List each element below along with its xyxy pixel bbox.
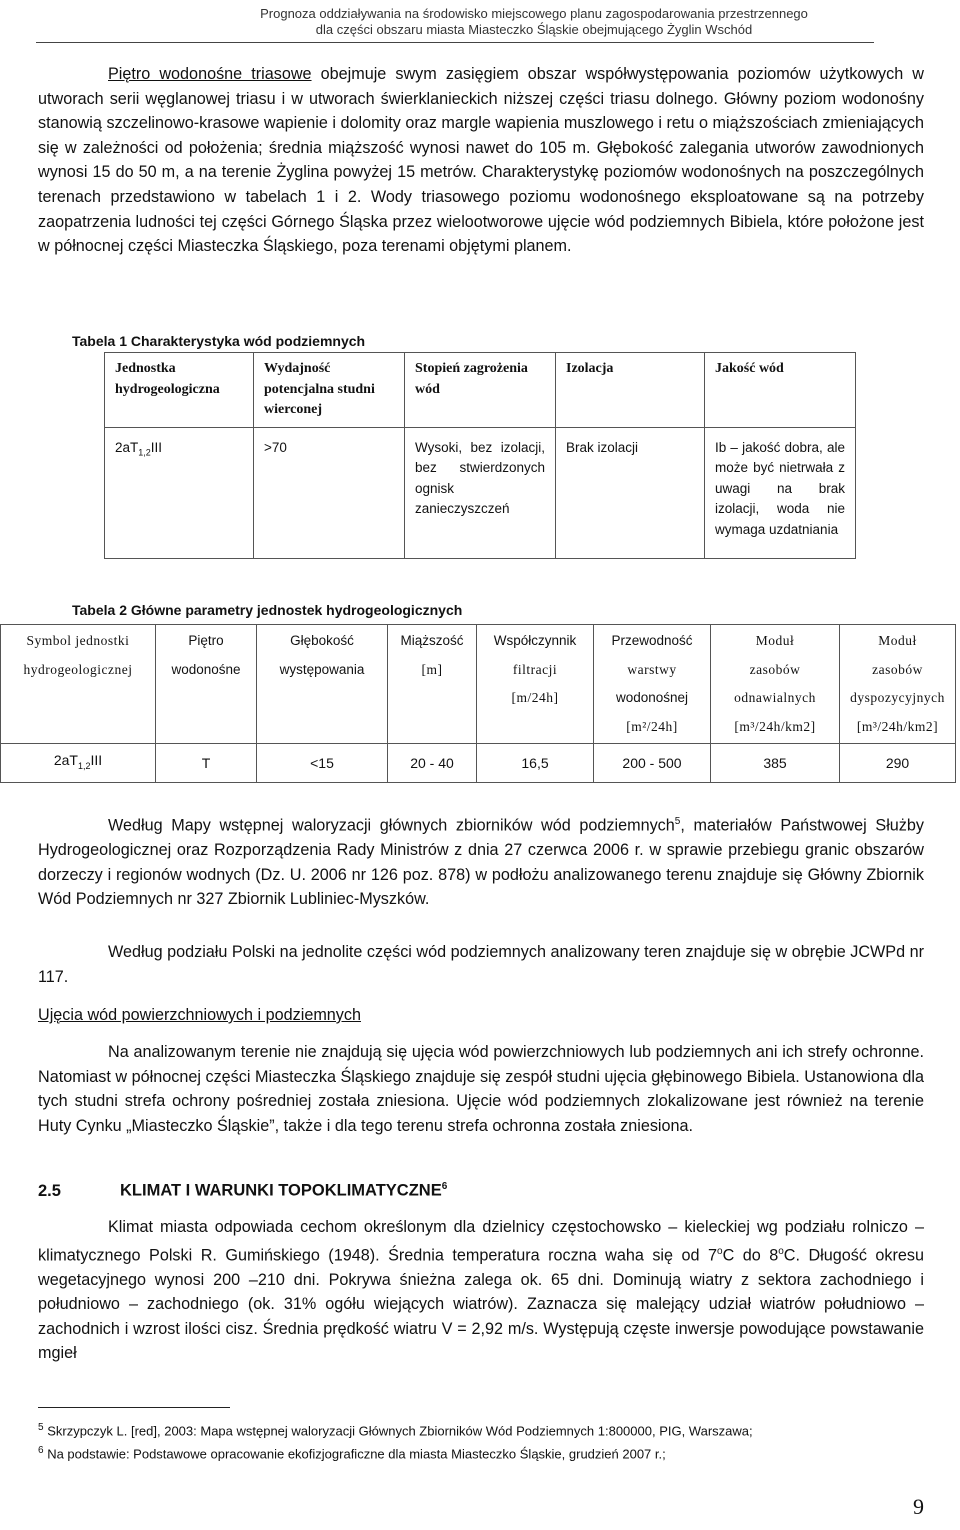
unit-sub: 1,2 — [138, 447, 151, 458]
header-line: [m³/24h/km2] — [734, 718, 816, 734]
header-line: warstwy — [627, 661, 677, 677]
header-rule — [36, 42, 874, 43]
header-line: występowania — [279, 661, 365, 677]
header-cell: Wydajność potencjalna studni wierconej — [254, 353, 405, 428]
header-cell — [594, 625, 711, 744]
header-line: [m³/24h/km2] — [856, 718, 939, 734]
header-cell — [840, 625, 956, 744]
paragraph-text: obejmuje swym zasięgiem obszar współwystępowania poziomów użytkowych w utworach serii węglanowej triasu i w utworach świerklanieckich niższej części triasu dolnego. Główny poziom wodonośny stanowią szczelinowo-krasowe wapienie i dolomity oraz margle wapienia muszlowego i retu o miąższościach zmieniających się w zależności od położenia; średnia miąższość wynosi nawet do 105 m. Głębokość zalegania utworów zawodnionych wynosi 15 do 50 m, a na terenie Żyglina powyżej 15 metrów. Charakterystykę poziomów wodonośnych na poszczególnych terenach przedstawiono w tabelach 1 i 2. Wody triasowego poziomu wodonośnego eksploatowane są na potrzeby zaopatrzenia ludności tej części Górnego Śląska przez wielootworowe ujęcie wód podziemnych Bibiela, które położone jest w północnej części Miasteczka Śląskiego, poza terenami objętymi planem. — [38, 65, 924, 256]
unit-cell — [105, 427, 254, 558]
table-header-row — [1, 625, 956, 744]
unit-end: III — [150, 439, 163, 455]
paragraph-water-intakes — [38, 1040, 924, 1138]
paragraph-climate — [38, 1215, 924, 1366]
header-line: zasobów — [872, 661, 923, 677]
paragraph-text: Na analizowanym terenie nie znajdują się ujęcia wód powierzchniowych lub podziemnych ani ich strefy ochronne. Natomiast w północnej części Miasteczka Śląskiego znajduje się zespół studni ujęcia głębinowego Bibiela. Ustanowiona dla tych studni strefa ochrony pośredniej została zniesiona. Ujęcie wód podziemnych zlokalizowane jest również na terenie Huty Cynku „Miasteczko Śląskie”, także i dla tego terenu strefa ochronna została zniesiona. — [38, 1043, 924, 1135]
unit-main: 2aT — [115, 439, 139, 455]
header-line: hydrogeologicznej — [23, 661, 133, 677]
header-cell — [711, 625, 840, 744]
section-number: 2.5 — [38, 1181, 61, 1200]
threat-cell: Wysoki, bez izolacji, bez stwierdzonych ognisk zanieczyszczeń — [405, 427, 556, 558]
yield-cell: >70 — [254, 427, 405, 558]
unit-main: 2aT — [53, 752, 78, 768]
header-line: Moduł — [755, 633, 795, 648]
header-line: Symbol jednostki — [26, 633, 130, 648]
footnote-rule — [38, 1407, 230, 1408]
paragraph-jcwpd — [38, 940, 924, 989]
header-cell: Izolacja — [556, 353, 705, 428]
degree-mark: o — [778, 1245, 784, 1257]
running-header — [144, 6, 924, 38]
header-line: dyspozycyjnych — [850, 690, 945, 705]
table-groundwater-characteristics — [104, 352, 856, 559]
header-cell — [156, 625, 257, 744]
header-line: wodonośne — [171, 661, 241, 677]
footnote-ref[interactable]: 6 — [441, 1181, 448, 1192]
header-line: [m] — [421, 661, 443, 677]
header-line-2: dla części obszaru miasta Miasteczko Śląskie obejmującego Żyglin Wschód — [315, 22, 753, 37]
header-line-1: Prognoza oddziaływania na środowisko miejscowego planu zagospodarowania przestrzennego — [260, 6, 808, 21]
value-cell: T — [156, 744, 257, 783]
header-cell — [257, 625, 388, 744]
header-line: Przewodność — [611, 633, 693, 648]
section-heading — [38, 1181, 447, 1201]
value-cell: 290 — [840, 744, 956, 783]
table-2-caption: Tabela 2 Główne parametry jednostek hydrogeologicznych — [72, 602, 463, 618]
unit-cell — [1, 744, 156, 783]
header-line: zasobów — [749, 661, 801, 677]
header-line: Piętro — [188, 633, 224, 648]
header-line: Miąższość — [400, 633, 464, 648]
value-cell: 20 - 40 — [388, 744, 477, 783]
header-line: [m²/24h] — [626, 718, 678, 734]
paragraph-text: C. Długość okresu wegetacyjnego wynosi 200 –210 dni. Pokrywa śnieżna zalega ok. 65 dni. Dominują wiatry z sektora zachodniego i południowo – zachodniego (ok. 31% ogółu wiejących wiatrów). Zaznacza się malejący udział wiatrów południowo – zachodnich i wzrost ilości cisz. Średnia prędkość wiatru V = 2,92 m/s. Występują częste inwersje powodujące powstawanie mgieł — [38, 1245, 924, 1363]
paragraph-text: , materiałów Państwowej Służby Hydrogeologicznej oraz Rozporządzenia Rady Ministrów z dnia 27 czerwca 2006 r. w sprawie przebiegu granic obszarów dorzeczy i regionów wodnych (Dz. U. 2006 nr 126 poz. 878) w podłożu analizowanego terenu znajduje się Główny Zbiornik Wód Podziemnych nr 327 Zbiornik Lubliniec-Myszków. — [38, 816, 924, 909]
value-cell: 385 — [711, 744, 840, 783]
table-row — [105, 427, 856, 558]
unit-sub: 1,2 — [77, 760, 91, 771]
paragraph-triassic-aquifer — [38, 62, 924, 259]
footnote-number: 6 — [38, 1445, 44, 1456]
header-line: Współczynnik — [493, 633, 577, 648]
header-line: Moduł — [878, 633, 917, 648]
header-cell: Stopień zagrożenia wód — [405, 353, 556, 428]
table-hydrogeological-parameters — [0, 624, 956, 783]
header-line: Głębokość — [290, 633, 354, 648]
paragraph-text: Klimat miasta odpowiada cechom określonym dla dzielnicy częstochowsko – kieleckiej wg podziału rolniczo – klimatycznego Polski R. Gumińskiego (1948). Średnia temperatura roczna waha się od 7 — [38, 1218, 924, 1264]
footnote — [38, 1443, 666, 1462]
header-cell — [388, 625, 477, 744]
footnote-text: Na podstawie: Podstawowe opracowanie ekofizjograficzne dla miasta Miasteczko Śląskie, grudzień 2007 r.; — [47, 1446, 666, 1462]
footnote-ref[interactable]: 5 — [674, 816, 681, 827]
table-header-row — [105, 353, 856, 428]
header-cell — [1, 625, 156, 744]
value-cell: 200 - 500 — [594, 744, 711, 783]
paragraph-text: C do 8 — [722, 1245, 779, 1264]
paragraph-text: Według Mapy wstępnej waloryzacji głównych zbiorników wód podziemnych — [108, 816, 675, 835]
unit-end: III — [90, 752, 103, 768]
header-cell: Jakość wód — [705, 353, 856, 428]
degree-mark: o — [717, 1245, 723, 1257]
paragraph-gzwp — [38, 810, 924, 912]
value-cell: <15 — [257, 744, 388, 783]
quality-cell: Ib – jakość dobra, ale może być nietrwała z uwagi na brak izolacji, woda nie wymaga uzdatniania — [705, 427, 856, 558]
header-line: [m/24h] — [511, 690, 559, 705]
table-row — [1, 744, 956, 783]
paragraph-text: Według podziału Polski na jednolite części wód podziemnych analizowany teren znajduje się w obrębie JCWPd nr 117. — [38, 943, 924, 986]
header-line: filtracji — [512, 661, 558, 677]
header-line: odnawialnych — [734, 690, 816, 705]
header-cell — [477, 625, 594, 744]
header-line: wodonośnej — [615, 690, 689, 705]
table-1-caption: Tabela 1 Charakterystyka wód podziemnych — [72, 333, 366, 349]
isolation-cell: Brak izolacji — [556, 427, 705, 558]
footnote — [38, 1420, 753, 1439]
footnote-number: 5 — [38, 1422, 44, 1433]
section-title: KLIMAT I WARUNKI TOPOKLIMATYCZNE — [120, 1181, 442, 1200]
page-number: 9 — [913, 1494, 924, 1519]
value-cell: 16,5 — [477, 744, 594, 783]
aquifer-term: Piętro wodonośne triasowe — [108, 65, 312, 83]
header-cell: Jednostka hydrogeologiczna — [105, 353, 254, 428]
subheading-water-intakes: Ujęcia wód powierzchniowych i podziemnych — [38, 1006, 361, 1024]
footnote-text: Skrzypczyk L. [red], 2003: Mapa wstępnej waloryzacji Głównych Zbiorników Wód Podziemnych 1:800000, PIG, Warszawa; — [47, 1423, 753, 1439]
